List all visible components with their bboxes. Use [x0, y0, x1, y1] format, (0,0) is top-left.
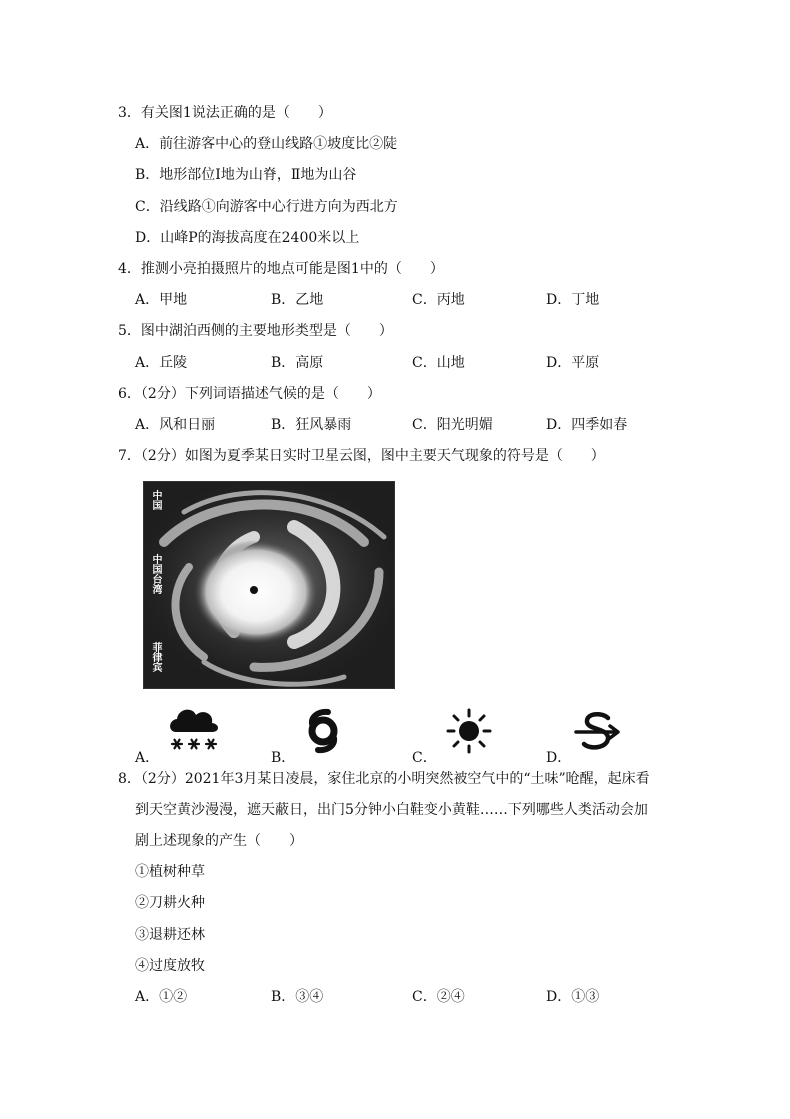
- q4-option-c: C．丙地: [412, 292, 465, 308]
- sandstorm-icon: [574, 710, 622, 754]
- q7-stem: 7．（2分）如图为夏季某日实时卫星云图，图中主要天气现象的符号是（ ）: [118, 448, 605, 464]
- q3-option-a: A．前往游客中心的登山线路①坡度比②陡: [135, 136, 398, 152]
- q3-option-b: B．地形部位Ⅰ地为山脊，Ⅱ地为山谷: [135, 167, 357, 183]
- satellite-cloud-image: [143, 481, 395, 689]
- q4-option-d: D．丁地: [546, 292, 600, 308]
- q3-stem: 3．有关图1说法正确的是（ ）: [118, 105, 332, 121]
- snow-cloud-icon: [166, 702, 222, 754]
- q4-option-a: A．甲地: [135, 292, 188, 308]
- q5-stem: 5．图中湖泊西侧的主要地形类型是（ ）: [118, 323, 393, 339]
- label-philippines: 菲律宾: [150, 642, 161, 672]
- q3-option-d: D．山峰P的海拔高度在2400米以上: [135, 230, 360, 246]
- q8-stem-line-2: 到天空黄沙漫漫，遮天蔽日，出门5分钟小白鞋变小黄鞋……下列哪些人类活动会加: [135, 802, 648, 818]
- q6-stem: 6．（2分）下列词语描述气候的是（ ）: [118, 386, 381, 402]
- q4-stem: 4．推测小亮拍摄照片的地点可能是图1中的（ ）: [118, 261, 444, 277]
- q5-option-b: B．高原: [271, 355, 324, 371]
- sun-icon: [446, 708, 492, 754]
- q6-option-a: A．风和日丽: [135, 417, 216, 433]
- q7-option-d: D．: [546, 750, 572, 766]
- q8-stem-line-3: 剧上述现象的产生（ ）: [135, 833, 303, 849]
- q3-option-c: C．沿线路①向游客中心行进方向为西北方: [135, 199, 398, 215]
- q6-option-d: D．四季如春: [546, 417, 628, 433]
- q6-option-b: B．狂风暴雨: [271, 417, 352, 433]
- typhoon-icon: [302, 706, 344, 754]
- q7-option-b: B．: [271, 750, 296, 766]
- q6-option-c: C．阳光明媚: [412, 417, 493, 433]
- q8-item-1: ①植树种草: [135, 864, 205, 880]
- q8-option-a: A．①②: [135, 989, 188, 1005]
- label-china: 中国: [150, 490, 161, 510]
- q8-option-d: D．①③: [546, 989, 600, 1005]
- q5-option-d: D．平原: [546, 355, 600, 371]
- q8-option-b: B．③④: [271, 989, 324, 1005]
- q8-item-2: ②刀耕火种: [135, 895, 205, 911]
- q8-option-c: C．②④: [412, 989, 465, 1005]
- q8-item-3: ③退耕还林: [135, 927, 205, 943]
- label-taiwan: 中国台湾: [150, 554, 161, 594]
- q8-item-4: ④过度放牧: [135, 958, 205, 974]
- q7-option-c: C．: [412, 750, 437, 766]
- q4-option-b: B．乙地: [271, 292, 324, 308]
- q8-stem-line-1: 8．（2分）2021年3月某日凌晨，家住北京的小明突然被空气中的“土味”呛醒，起床看: [118, 771, 650, 787]
- q7-option-a: A．: [135, 750, 160, 766]
- q5-option-a: A．丘陵: [135, 355, 188, 371]
- typhoon-cloud-graphic: [144, 482, 394, 688]
- q5-option-c: C．山地: [412, 355, 465, 371]
